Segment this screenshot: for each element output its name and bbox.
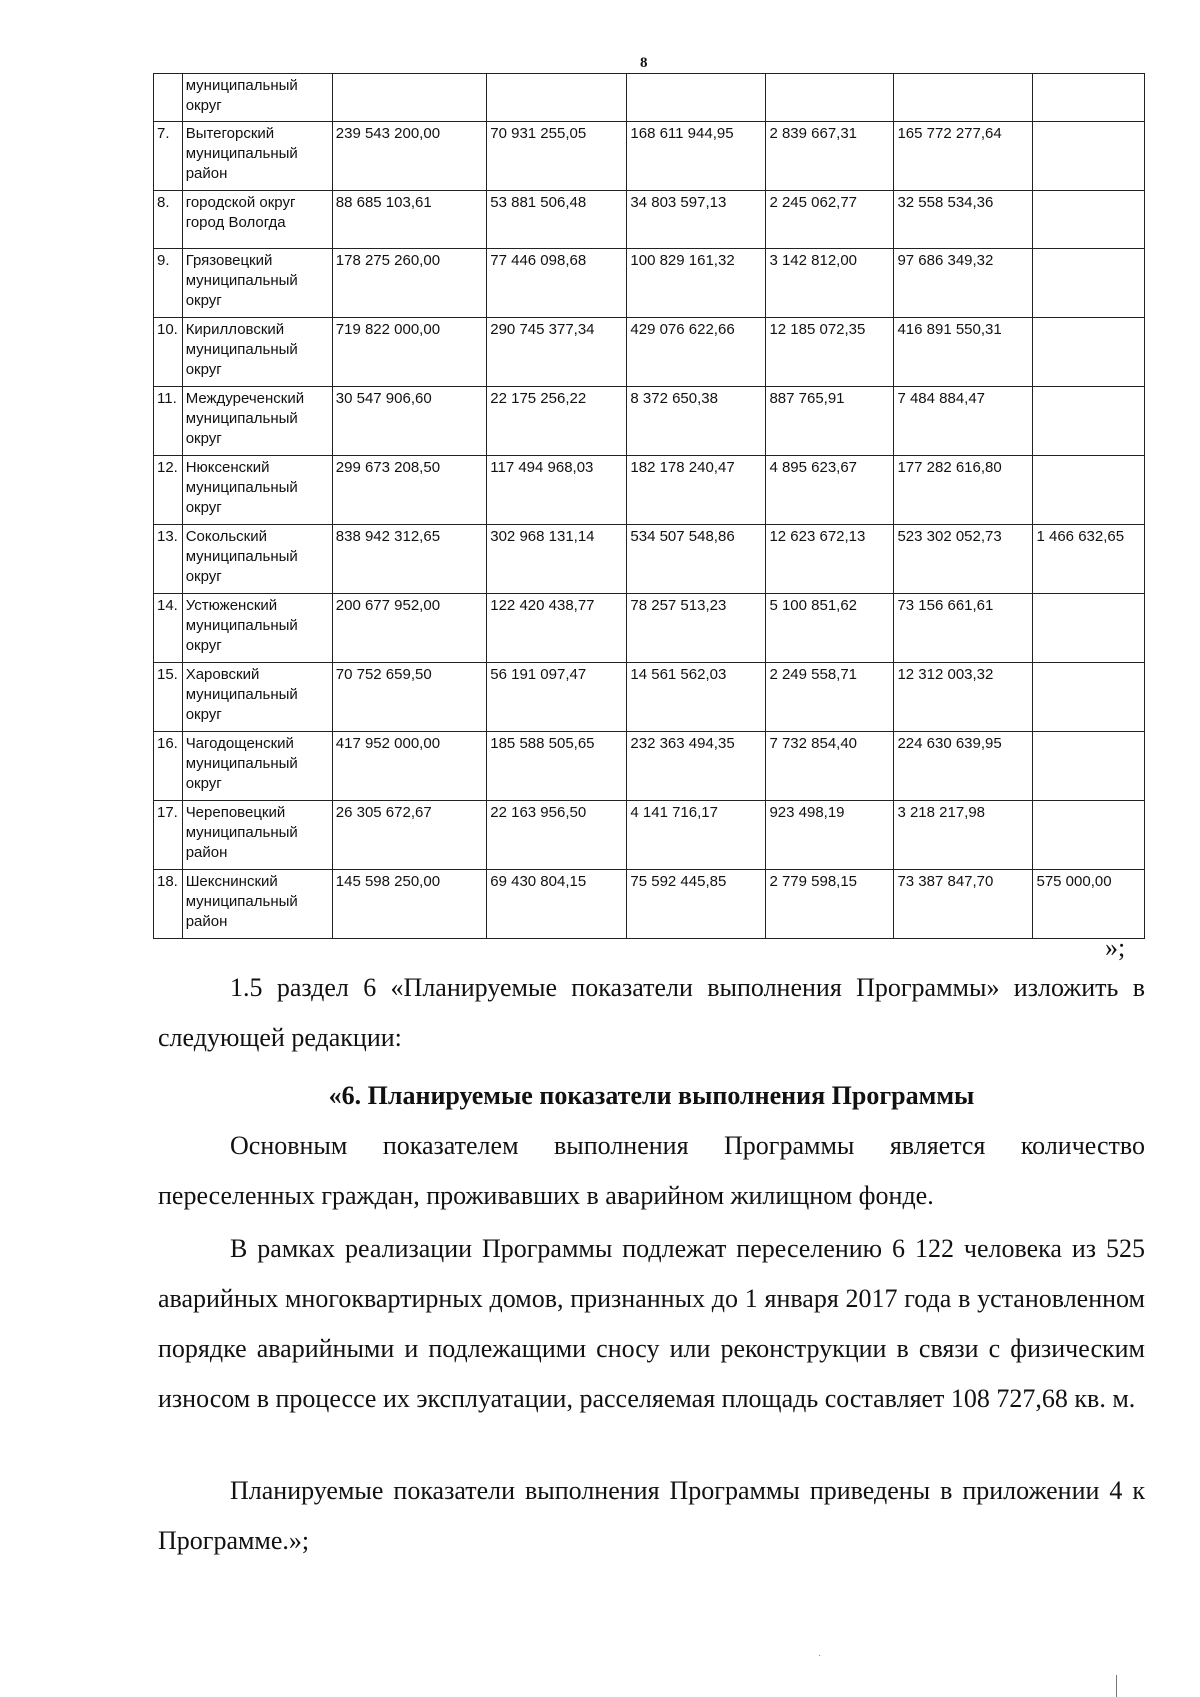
regional-funds-part-b-cell: 416 891 550,31 bbox=[894, 318, 1033, 387]
table-row bbox=[154, 122, 1145, 191]
regional-funds-part-b-cell bbox=[894, 74, 1033, 122]
regional-funds-cell: 14 561 562,03 bbox=[627, 663, 766, 732]
total-amount-cell: 70 752 659,50 bbox=[332, 663, 486, 732]
table-closing-quote: »; bbox=[1105, 933, 1126, 962]
table-row bbox=[154, 456, 1145, 525]
federal-funds-cell: 117 494 968,03 bbox=[487, 456, 627, 525]
municipality-name-cell: Сокольский муниципальный округ bbox=[182, 525, 332, 594]
table-row bbox=[154, 732, 1145, 801]
table-row bbox=[154, 663, 1145, 732]
regional-funds-part-a-cell: 2 245 062,77 bbox=[766, 191, 894, 249]
regional-funds-cell: 182 178 240,47 bbox=[627, 456, 766, 525]
federal-funds-cell: 22 163 956,50 bbox=[487, 801, 627, 870]
federal-funds-cell: 69 430 804,15 bbox=[487, 870, 627, 939]
federal-funds-cell: 22 175 256,22 bbox=[487, 387, 627, 456]
total-amount-cell: 145 598 250,00 bbox=[332, 870, 486, 939]
scan-speck: · bbox=[818, 1650, 822, 1661]
regional-funds-part-b-cell: 73 387 847,70 bbox=[894, 870, 1033, 939]
row-number-cell: 15. bbox=[154, 663, 183, 732]
row-number-cell: 8. bbox=[154, 191, 183, 249]
municipality-name-cell: Нюксенский муниципальный округ bbox=[182, 456, 332, 525]
local-funds-cell bbox=[1033, 122, 1145, 191]
row-number-cell bbox=[154, 74, 183, 122]
table-row bbox=[154, 525, 1145, 594]
federal-funds-cell: 70 931 255,05 bbox=[487, 122, 627, 191]
regional-funds-cell: 232 363 494,35 bbox=[627, 732, 766, 801]
local-funds-cell bbox=[1033, 456, 1145, 525]
municipality-name-cell: Вытегорский муниципальный район bbox=[182, 122, 332, 191]
regional-funds-part-a-cell: 5 100 851,62 bbox=[766, 594, 894, 663]
row-number-cell: 7. bbox=[154, 122, 183, 191]
row-number-cell: 9. bbox=[154, 249, 183, 318]
row-number-cell: 14. bbox=[154, 594, 183, 663]
local-funds-cell bbox=[1033, 387, 1145, 456]
regional-funds-cell: 534 507 548,86 bbox=[627, 525, 766, 594]
total-amount-cell: 88 685 103,61 bbox=[332, 191, 486, 249]
municipality-name-cell: Чагодощенский муниципальный округ bbox=[182, 732, 332, 801]
local-funds-cell bbox=[1033, 191, 1145, 249]
total-amount-cell: 178 275 260,00 bbox=[332, 249, 486, 318]
federal-funds-cell: 53 881 506,48 bbox=[487, 191, 627, 249]
regional-funds-part-b-cell: 165 772 277,64 bbox=[894, 122, 1033, 191]
row-number-cell: 12. bbox=[154, 456, 183, 525]
municipality-name-cell: Харовский муниципальный округ bbox=[182, 663, 332, 732]
regional-funds-part-a-cell: 4 895 623,67 bbox=[766, 456, 894, 525]
page-number: 8 bbox=[640, 55, 648, 71]
main-indicator-paragraph: Основным показателем выполнения Программы является количество переселенных граждан, проживавших в аварийном жилищном фонде. bbox=[158, 1131, 1145, 1210]
local-funds-cell bbox=[1033, 663, 1145, 732]
regional-funds-part-b-cell: 224 630 639,95 bbox=[894, 732, 1033, 801]
regional-funds-part-a-cell: 2 249 558,71 bbox=[766, 663, 894, 732]
federal-funds-cell: 290 745 377,34 bbox=[487, 318, 627, 387]
table-row bbox=[154, 870, 1145, 939]
local-funds-cell bbox=[1033, 74, 1145, 122]
municipality-name-cell: Грязовецкий муниципальный округ bbox=[182, 249, 332, 318]
regional-funds-part-b-cell: 12 312 003,32 bbox=[894, 663, 1033, 732]
scan-edge-mark bbox=[1116, 1675, 1117, 1697]
row-number-cell: 18. bbox=[154, 870, 183, 939]
total-amount-cell: 719 822 000,00 bbox=[332, 318, 486, 387]
municipality-name-cell: Междуреченский муниципальный округ bbox=[182, 387, 332, 456]
table-row bbox=[154, 249, 1145, 318]
section-heading: «6. Планируемые показатели выполнения Программы bbox=[328, 1081, 975, 1110]
municipal-funding-table bbox=[153, 73, 1145, 939]
regional-funds-cell: 34 803 597,13 bbox=[627, 191, 766, 249]
table-row bbox=[154, 387, 1145, 456]
municipality-name-cell: Череповецкий муниципальный район bbox=[182, 801, 332, 870]
federal-funds-cell: 122 420 438,77 bbox=[487, 594, 627, 663]
municipality-name-cell: Устюженский муниципальный округ bbox=[182, 594, 332, 663]
regional-funds-part-b-cell: 32 558 534,36 bbox=[894, 191, 1033, 249]
regional-funds-cell: 4 141 716,17 bbox=[627, 801, 766, 870]
local-funds-cell: 1 466 632,65 bbox=[1033, 525, 1145, 594]
row-number-cell: 10. bbox=[154, 318, 183, 387]
table-row bbox=[154, 318, 1145, 387]
federal-funds-cell: 302 968 131,14 bbox=[487, 525, 627, 594]
regional-funds-cell: 429 076 622,66 bbox=[627, 318, 766, 387]
federal-funds-cell: 77 446 098,68 bbox=[487, 249, 627, 318]
municipality-name-cell: Шекснинский муниципальный район bbox=[182, 870, 332, 939]
regional-funds-part-b-cell: 97 686 349,32 bbox=[894, 249, 1033, 318]
regional-funds-part-b-cell: 523 302 052,73 bbox=[894, 525, 1033, 594]
total-amount-cell: 838 942 312,65 bbox=[332, 525, 486, 594]
regional-funds-part-b-cell: 7 484 884,47 bbox=[894, 387, 1033, 456]
regional-funds-cell bbox=[627, 74, 766, 122]
amendment-paragraph: 1.5 раздел 6 «Планируемые показатели выполнения Программы» изложить в следующей редакции: bbox=[158, 973, 1145, 1052]
regional-funds-part-a-cell: 923 498,19 bbox=[766, 801, 894, 870]
total-amount-cell: 26 305 672,67 bbox=[332, 801, 486, 870]
regional-funds-part-a-cell: 2 839 667,31 bbox=[766, 122, 894, 191]
local-funds-cell bbox=[1033, 594, 1145, 663]
total-amount-cell: 299 673 208,50 bbox=[332, 456, 486, 525]
total-amount-cell: 239 543 200,00 bbox=[332, 122, 486, 191]
row-number-cell: 16. bbox=[154, 732, 183, 801]
regional-funds-part-b-cell: 73 156 661,61 bbox=[894, 594, 1033, 663]
table-row bbox=[154, 801, 1145, 870]
regional-funds-cell: 100 829 161,32 bbox=[627, 249, 766, 318]
table-row bbox=[154, 74, 1145, 122]
regional-funds-part-a-cell: 887 765,91 bbox=[766, 387, 894, 456]
row-number-cell: 17. bbox=[154, 801, 183, 870]
regional-funds-part-b-cell: 3 218 217,98 bbox=[894, 801, 1033, 870]
federal-funds-cell: 56 191 097,47 bbox=[487, 663, 627, 732]
regional-funds-part-a-cell: 12 185 072,35 bbox=[766, 318, 894, 387]
table-row bbox=[154, 594, 1145, 663]
total-amount-cell: 417 952 000,00 bbox=[332, 732, 486, 801]
regional-funds-cell: 75 592 445,85 bbox=[627, 870, 766, 939]
row-number-cell: 13. bbox=[154, 525, 183, 594]
regional-funds-part-a-cell: 3 142 812,00 bbox=[766, 249, 894, 318]
federal-funds-cell: 185 588 505,65 bbox=[487, 732, 627, 801]
municipality-name-cell: городской округ город Вологда bbox=[182, 191, 332, 249]
regional-funds-part-a-cell bbox=[766, 74, 894, 122]
regional-funds-part-a-cell: 12 623 672,13 bbox=[766, 525, 894, 594]
local-funds-cell bbox=[1033, 801, 1145, 870]
federal-funds-cell bbox=[487, 74, 627, 122]
regional-funds-cell: 168 611 944,95 bbox=[627, 122, 766, 191]
total-amount-cell: 30 547 906,60 bbox=[332, 387, 486, 456]
regional-funds-part-a-cell: 2 779 598,15 bbox=[766, 870, 894, 939]
regional-funds-part-a-cell: 7 732 854,40 bbox=[766, 732, 894, 801]
appendix-reference-paragraph: Планируемые показатели выполнения Программы приведены в приложении 4 к Программе.»; bbox=[158, 1476, 1145, 1555]
row-number-cell: 11. bbox=[154, 387, 183, 456]
local-funds-cell bbox=[1033, 732, 1145, 801]
regional-funds-cell: 78 257 513,23 bbox=[627, 594, 766, 663]
municipality-name-cell: муниципальный округ bbox=[182, 74, 332, 122]
local-funds-cell: 575 000,00 bbox=[1033, 870, 1145, 939]
regional-funds-part-b-cell: 177 282 616,80 bbox=[894, 456, 1033, 525]
regional-funds-cell: 8 372 650,38 bbox=[627, 387, 766, 456]
municipality-name-cell: Кирилловский муниципальный округ bbox=[182, 318, 332, 387]
local-funds-cell bbox=[1033, 249, 1145, 318]
local-funds-cell bbox=[1033, 318, 1145, 387]
total-amount-cell: 200 677 952,00 bbox=[332, 594, 486, 663]
total-amount-cell bbox=[332, 74, 486, 122]
resettlement-paragraph: В рамках реализации Программы подлежат переселению 6 122 человека из 525 аварийных многоквартирных домов, признанных до 1 января 2017 года в установленном порядке аварийными и подлежащими сносу или реконструкции в связи с физическим износом в процессе их эксплуатации, расселяемая площадь составляет 108 727,68 кв. м. bbox=[158, 1234, 1145, 1413]
table-row bbox=[154, 191, 1145, 249]
